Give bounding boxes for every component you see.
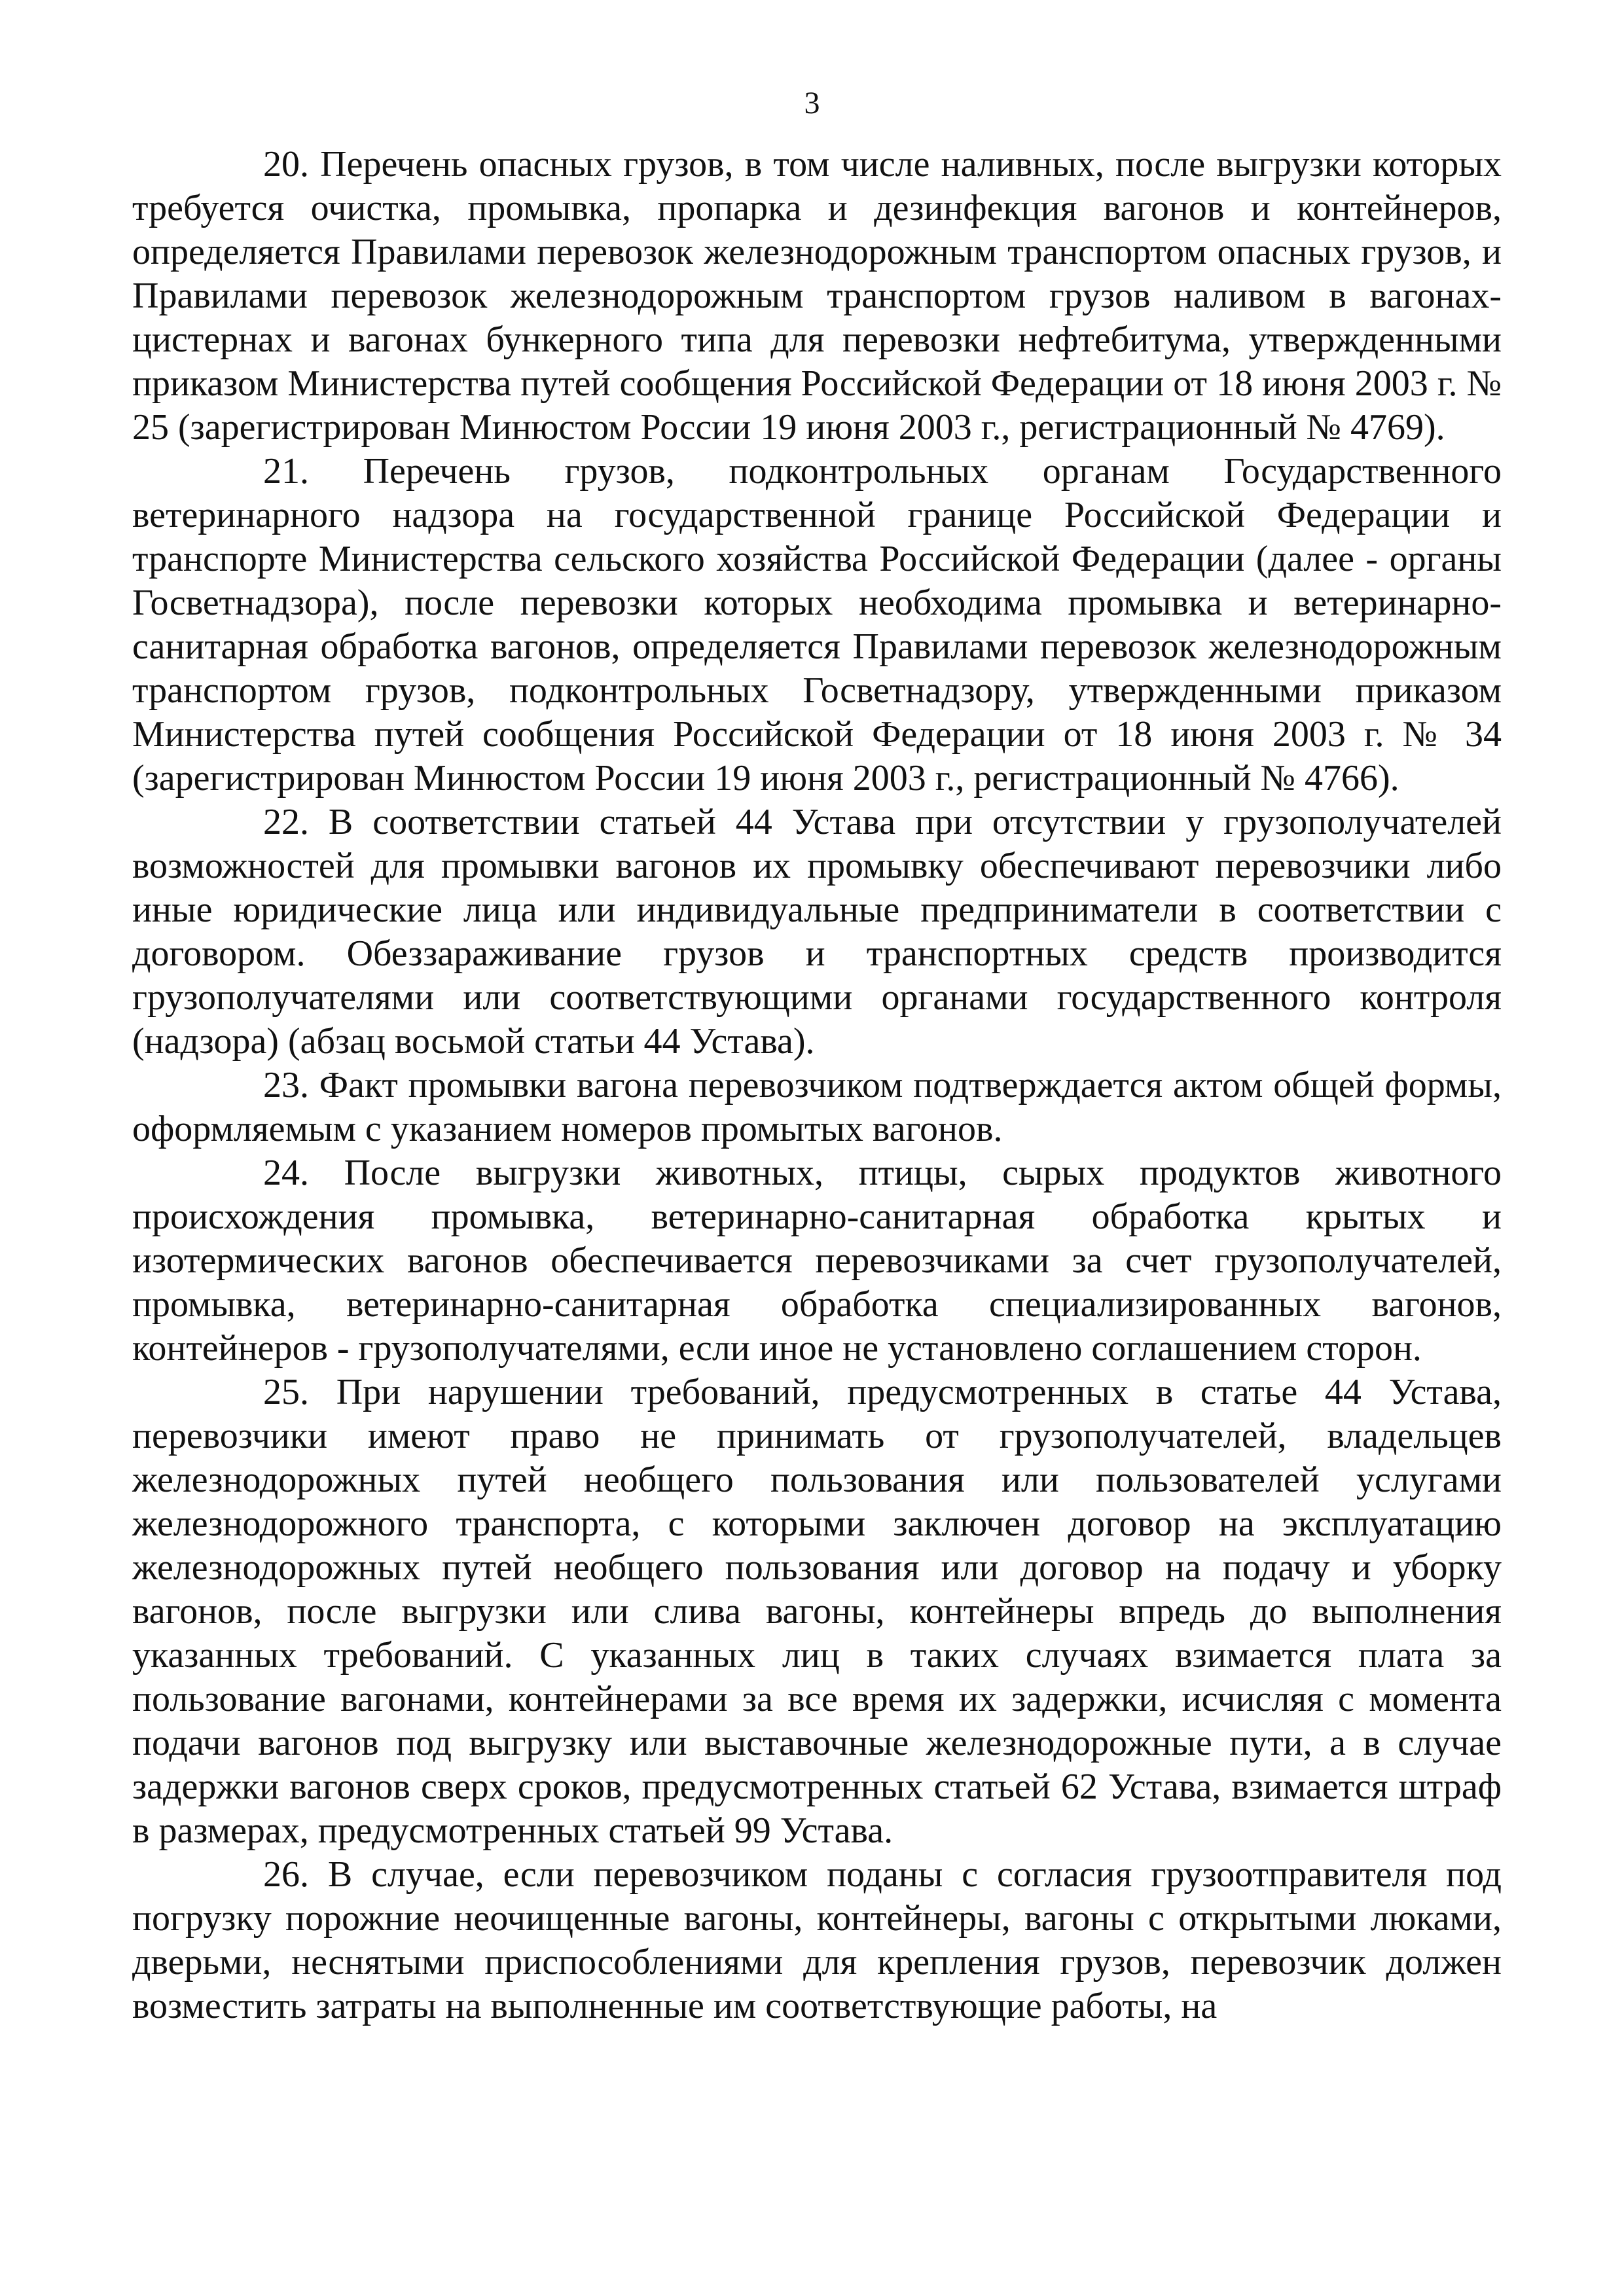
- paragraph-26: 26. В случае, если перевозчиком поданы с согласия грузоотправителя под погрузку порожние неочищенные вагоны, контейнеры, вагоны с открытыми люками, дверьми, неснятыми приспособлениями для крепления грузов, перевозчик должен возместить затраты на выполненные им соответствующие работы, на: [132, 1854, 1502, 2026]
- page-number: 3: [804, 86, 820, 120]
- paragraph-25: 25. При нарушении требований, предусмотренных в статье 44 Устава, перевозчики имеют право не принимать от грузополучателей, владельцев железнодорожных путей необщего пользования или пользователей услугами железнодорожного транспорта, с которыми заключен договор на эксплуатацию железнодорожных путей необщего пользования или договор на подачу и уборку вагонов, после выгрузки или слива вагоны, контейнеры впредь до выполнения указанных требований. С указанных лиц в таких случаях взимается плата за пользование вагонами, контейнерами за все время их задержки, исчисляя с момента подачи вагонов под выгрузку или выставочные железнодорожные пути, а в случае задержки вагонов сверх сроков, предусмотренных статьей 62 Устава, взимается штраф в размерах, предусмотренных статьей 99 Устава.: [132, 1372, 1502, 1851]
- paragraph-20: 20. Перечень опасных грузов, в том числе наливных, после выгрузки которых требуется очистка, промывка, пропарка и дезинфекция вагонов и контейнеров, определяется Правилами перевозок железнодорожным транспортом опасных грузов, и Правилами перевозок железнодорожным транспортом грузов наливом в вагонах-цистернах и вагонах бункерного типа для перевозки нефтебитума, утвержденными приказом Министерства путей сообщения Российской Федерации от 18 июня 2003 г. № 25 (зарегистрирован Минюстом России 19 июня 2003 г., регистрационный № 4769).: [132, 144, 1502, 448]
- paragraph-21: 21. Перечень грузов, подконтрольных органам Государственного ветеринарного надзора на государственной границе Российской Федерации и транспорте Министерства сельского хозяйства Российской Федерации (далее - органы Госветнадзора), после перевозки которых необходима промывка и ветеринарно-санитарная обработка вагонов, определяется Правилами перевозок железнодорожным транспортом грузов, подконтрольных Госветнадзору, утвержденными приказом Министерства путей сообщения Российской Федерации от 18 июня 2003 г. № 34 (зарегистрирован Минюстом России 19 июня 2003 г., регистрационный № 4766).: [132, 451, 1502, 798]
- document-body: [132, 143, 1502, 2028]
- paragraph-22: 22. В соответствии статьей 44 Устава при отсутствии у грузополучателей возможностей для промывки вагонов их промывку обеспечивают перевозчики либо иные юридические лица или индивидуальные предприниматели в соответствии с договором. Обеззараживание грузов и транспортных средств производится грузополучателями или соответствующими органами государственного контроля (надзора) (абзац восьмой статьи 44 Устава).: [132, 802, 1502, 1062]
- paragraph-23: 23. Факт промывки вагона перевозчиком подтверждается актом общей формы, оформляемым с указанием номеров промытых вагонов.: [132, 1065, 1502, 1149]
- paragraph-24: 24. После выгрузки животных, птицы, сырых продуктов животного происхождения промывка, ветеринарно-санитарная обработка крытых и изотермических вагонов обеспечивается перевозчиками за счет грузополучателей, промывка, ветеринарно-санитарная обработка специализированных вагонов, контейнеров - грузополучателями, если иное не установлено соглашением сторон.: [132, 1153, 1502, 1369]
